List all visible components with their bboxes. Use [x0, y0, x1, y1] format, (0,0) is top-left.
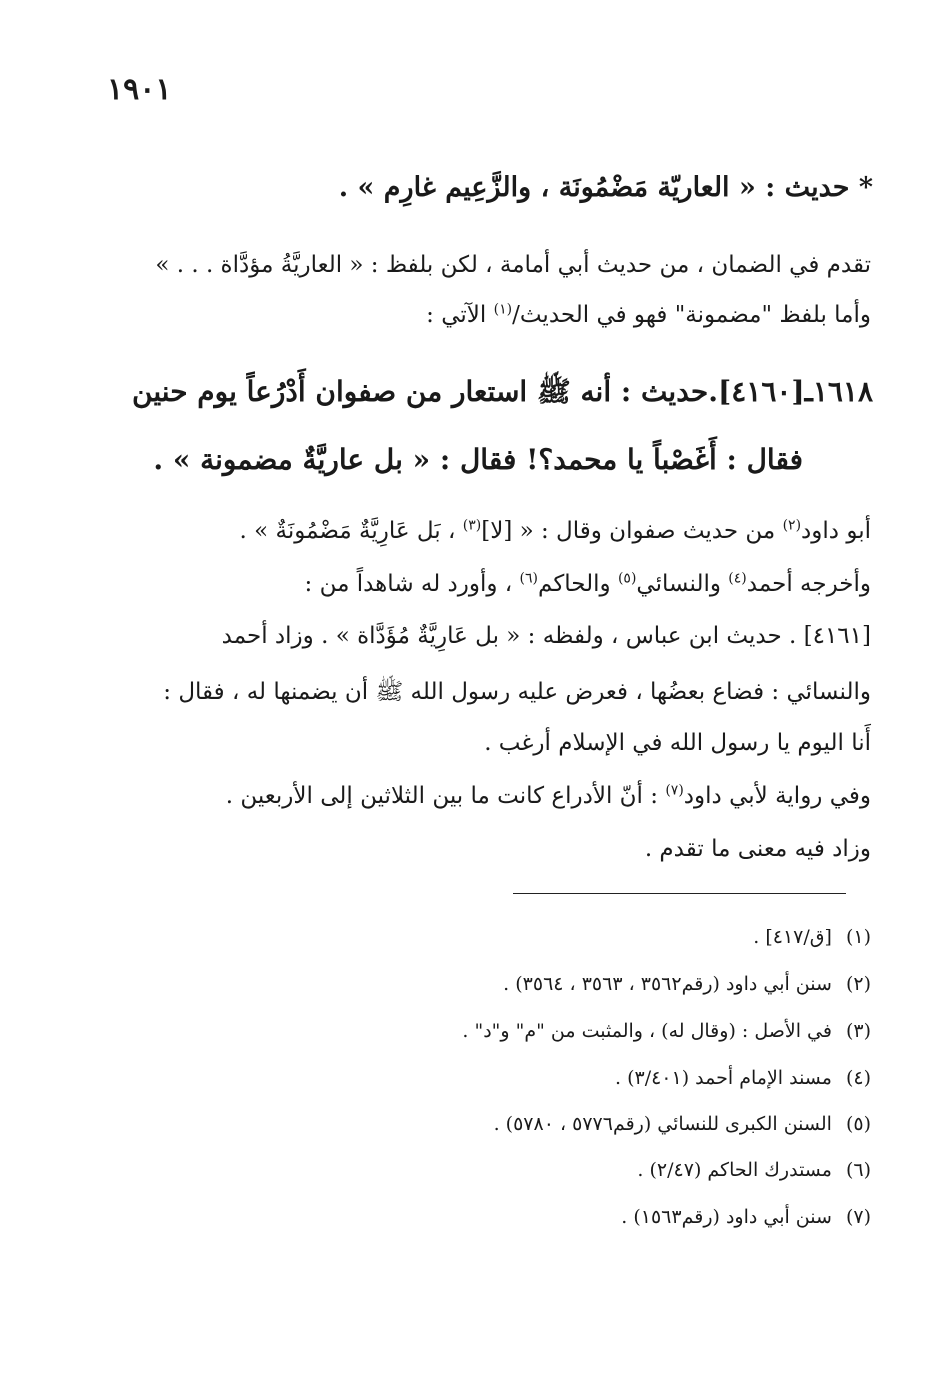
commentary-line-4: والنسائي : فضاع بعضُها ، فعرض عليه رسول الله ﷺ أن يضمنها له ، فقال : — [163, 679, 871, 705]
footnote-ref-2[interactable]: (٢) — [782, 517, 802, 534]
footnote-text: في الأصل : (وقال له) ، والمثبت من "م" و"د" . — [462, 1020, 832, 1042]
footnote-ref-1[interactable]: (١) — [493, 301, 513, 318]
commentary-text: من حديث صفوان وقال : « [لا] — [481, 518, 783, 544]
section-heading: * حديث : « العاريّة مَضْمُونَة ، والزَّعِيم غارِم » . — [338, 172, 873, 203]
intro-line-2 — [426, 302, 871, 328]
footnote-text: مسند الإمام أحمد (٣/٤٠١) . — [615, 1067, 832, 1089]
footnote-7 — [621, 1206, 871, 1228]
commentary-text: : أنّ الأدراع كانت ما بين الثلاثين إلى الأربعين . — [225, 783, 666, 809]
commentary-text: وأخرجه أحمد — [746, 571, 871, 597]
commentary-line-2 — [305, 571, 871, 597]
footnote-ref-7[interactable]: (٧) — [665, 782, 684, 799]
hadith-line-1: ١٦١٨ـ[٤١٦٠].حديث : أنه ﷺ استعار من صفوان أَدْرُعاً يوم حنين — [132, 375, 873, 408]
footnote-ref-5[interactable]: (٥) — [617, 570, 637, 587]
commentary-text: ، وأورد له شاهداً من : — [304, 571, 520, 597]
footnote-number: (٢) — [845, 973, 871, 995]
commentary-text: والحاكم — [538, 571, 618, 597]
commentary-line-5: أَنا اليوم يا رسول الله في الإسلام أرغب . — [484, 730, 871, 756]
footnote-6 — [637, 1159, 871, 1181]
intro-line-2-tail: الآتي : — [426, 302, 494, 328]
page-number: ١٩٠١ — [107, 72, 172, 107]
commentary-text: وفي رواية لأبي داود — [683, 783, 871, 809]
commentary-line-7: وزاد فيه معنى ما تقدم . — [644, 836, 871, 862]
footnote-ref-3[interactable]: (٣) — [462, 517, 482, 534]
footnote-text: سنن أبي داود (رقم١٥٦٣) . — [621, 1206, 832, 1228]
footnote-5 — [494, 1113, 871, 1135]
commentary-line-3: [٤١٦١] . حديث ابن عباس ، ولفظه : « بل عَارِيَّةٌ مُؤَدَّاة » . وزاد أحمد — [221, 623, 871, 649]
intro-line-1: تقدم في الضمان ، من حديث أبي أمامة ، لكن بلفظ : « العاريَّةُ مؤدَّاة . . . » — [155, 252, 871, 278]
footnote-number: (١) — [845, 926, 871, 948]
commentary-line-1 — [240, 518, 871, 544]
footnote-text: السنن الكبرى للنسائي (رقم٥٧٧٦ ، ٥٧٨٠) . — [493, 1113, 832, 1135]
hadith-line-2: فقال : أَغَصْباً يا محمد؟! فقال : « بل عاريَّةٌ مضمونة » . — [153, 443, 803, 476]
footnote-divider — [513, 893, 846, 894]
footnote-text: سنن أبي داود (رقم٣٥٦٢ ، ٣٥٦٣ ، ٣٥٦٤) . — [503, 973, 832, 995]
commentary-text: ، بَل عَارِيَّةٌ مَضْمُونَةٌ » . — [239, 518, 463, 544]
footnote-4 — [615, 1067, 871, 1089]
footnote-text: مستدرك الحاكم (٢/٤٧) . — [637, 1159, 832, 1181]
footnote-ref-4[interactable]: (٤) — [728, 570, 747, 587]
footnote-number: (٦) — [845, 1159, 871, 1181]
footnote-number: (٤) — [845, 1067, 871, 1089]
commentary-text: أبو داود — [801, 518, 871, 544]
footnote-3 — [462, 1020, 871, 1042]
intro-line-2-text: وأما بلفظ "مضمونة" فهو في الحديث/ — [512, 302, 871, 328]
footnote-ref-6[interactable]: (٦) — [519, 570, 539, 587]
footnote-number: (٥) — [845, 1113, 871, 1135]
commentary-line-6 — [226, 783, 871, 809]
footnote-number: (٣) — [845, 1020, 871, 1042]
footnote-2 — [503, 973, 871, 995]
footnote-1 — [753, 926, 871, 948]
commentary-text: والنسائي — [636, 571, 729, 597]
footnote-text: [ق/٤١٧] . — [753, 926, 832, 948]
footnote-number: (٧) — [845, 1206, 871, 1228]
